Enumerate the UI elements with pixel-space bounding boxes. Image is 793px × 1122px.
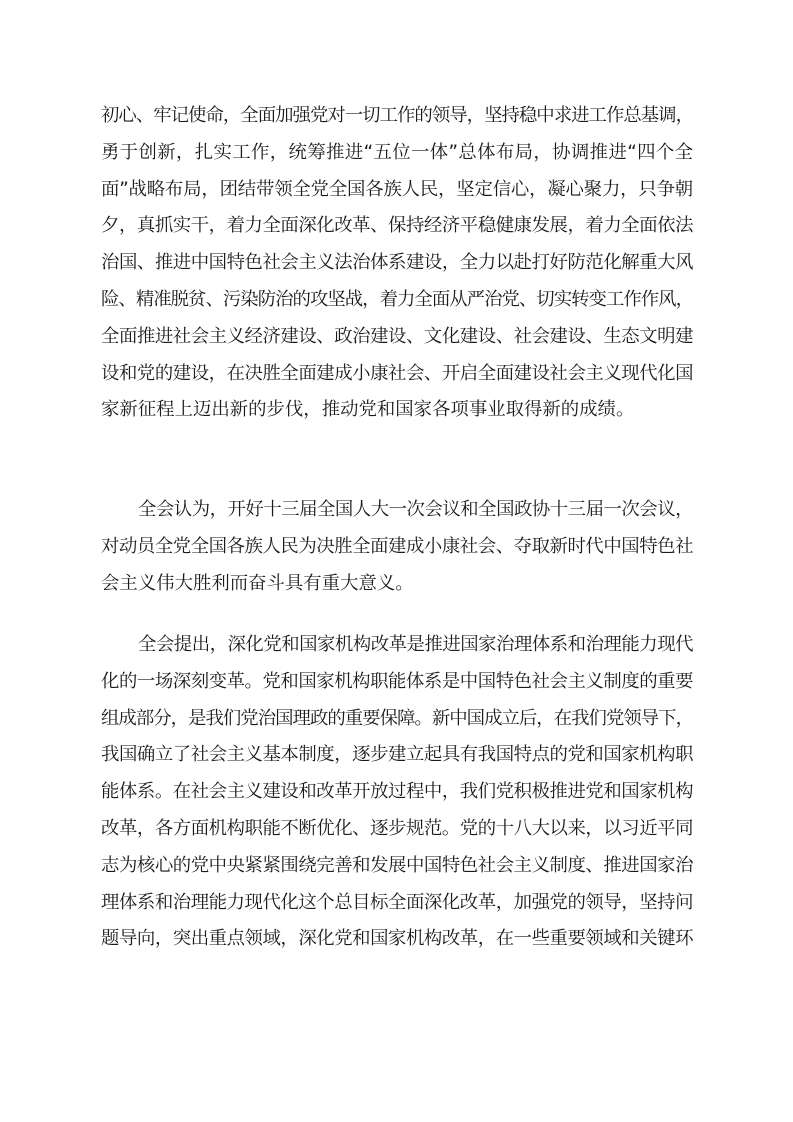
text-line: 险、精准脱贫、污染防治的攻坚战，着力全面从严治党、切实转变工作作风， xyxy=(101,288,693,310)
text-line: 能体系。在社会主义建设和改革开放过程中，我们党积极推进党和国家机构 xyxy=(101,781,693,803)
paragraph xyxy=(101,627,693,958)
text-line: 全面推进社会主义经济建设、政治建设、文化建设、社会建设、生态文明建 xyxy=(101,325,693,347)
text-line: 会主义伟大胜利而奋斗具有重大意义。 xyxy=(101,572,414,594)
text-line: 设和党的建设，在决胜全面建成小康社会、开启全面建设社会主义现代化国 xyxy=(101,362,693,384)
text-line: 我国确立了社会主义基本制度，逐步建立起具有我国特点的党和国家机构职 xyxy=(101,744,693,766)
text-line: 面”战略布局，团结带领全党全国各族人民，坚定信心，凝心聚力，只争朝 xyxy=(101,178,693,200)
text-line: 改革，各方面机构职能不断优化、逐步规范。党的十八大以来，以习近平同 xyxy=(101,817,693,839)
text-line: 组成部分，是我们党治国理政的重要保障。新中国成立后，在我们党领导下， xyxy=(101,707,693,729)
text-line: 初心、牢记使命，全面加强党对一切工作的领导，坚持稳中求进工作总基调， xyxy=(101,105,693,126)
text-line: 治国、推进中国特色社会主义法治体系建设，全力以赴打好防范化解重大风 xyxy=(101,252,693,274)
text-line: 全会提出，深化党和国家机构改革是推进国家治理体系和治理能力现代 xyxy=(138,634,693,655)
text-line: 全会认为，开好十三届全国人大一次会议和全国政协十三届一次会议， xyxy=(138,499,693,520)
paragraph xyxy=(101,492,693,602)
text-line: 对动员全党全国各族人民为决胜全面建成小康社会、夺取新时代中国特色社 xyxy=(101,535,693,557)
text-line: 家新征程上迈出新的步伐，推动党和国家各项事业取得新的成绩。 xyxy=(101,399,635,421)
text-line: 夕，真抓实干，着力全面深化改革、保持经济平稳健康发展，着力全面依法 xyxy=(101,215,693,237)
text-line: 勇于创新，扎实工作，统筹推进“五位一体”总体布局，协调推进“四个全 xyxy=(101,141,693,163)
paragraph xyxy=(101,98,693,429)
text-line: 题导向，突出重点领域，深化党和国家机构改革，在一些重要领域和关键环 xyxy=(101,928,693,950)
text-line: 志为核心的党中央紧紧围绕完善和发展中国特色社会主义制度、推进国家治 xyxy=(101,854,693,876)
text-line: 理体系和治理能力现代化这个总目标全面深化改革，加强党的领导，坚持问 xyxy=(101,891,693,913)
text-line: 化的一场深刻变革。党和国家机构职能体系是中国特色社会主义制度的重要 xyxy=(101,670,693,692)
